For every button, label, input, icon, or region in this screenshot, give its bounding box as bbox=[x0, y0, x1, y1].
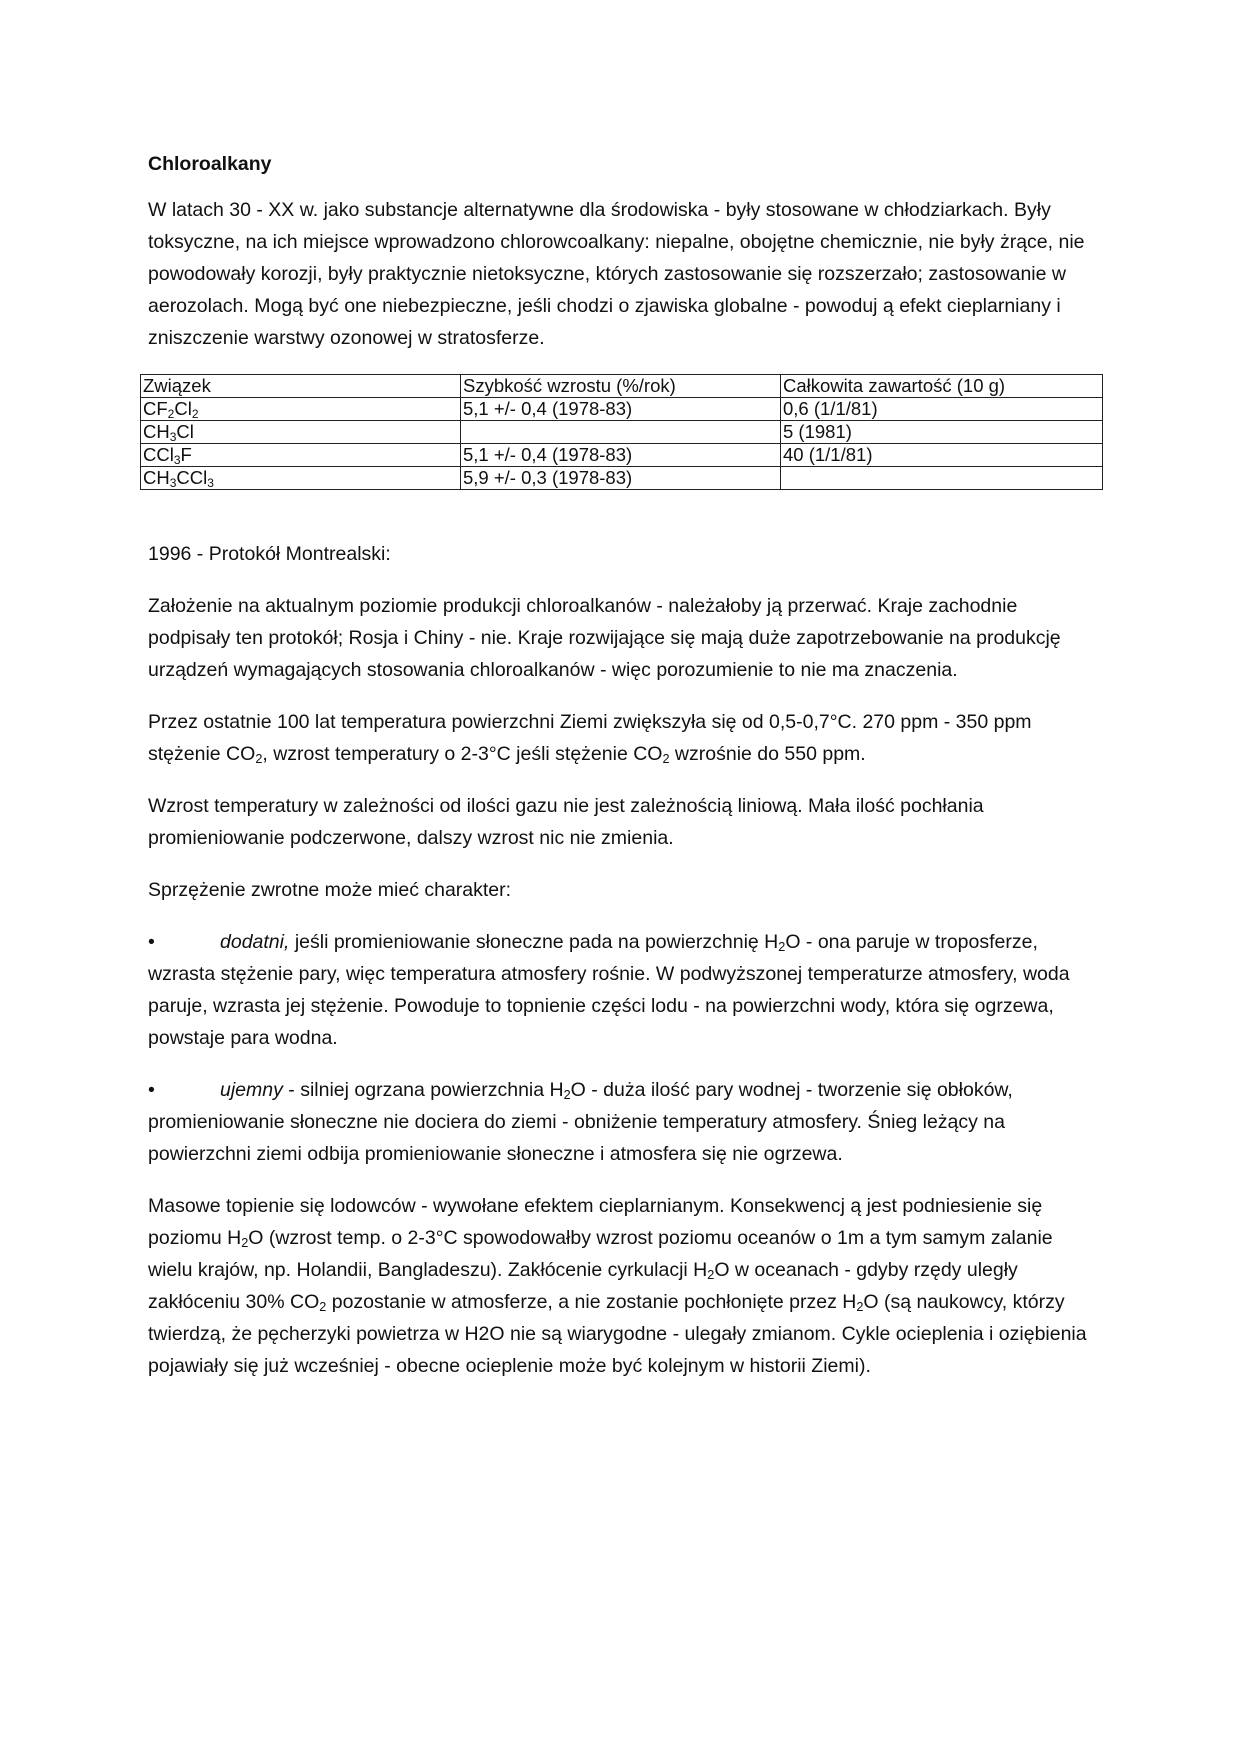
chloroalkanes-table bbox=[140, 374, 1103, 490]
table-row bbox=[141, 421, 1103, 444]
linearity-paragraph: Wzrost temperatury w zależności od ilości gazu nie jest zależnością liniową. Mała ilość pochłania promieniowanie podczerwone, dalszy wzrost nic nie zmienia. bbox=[148, 795, 984, 849]
total-content-cell bbox=[781, 467, 1103, 490]
header-compound: Związek bbox=[141, 375, 461, 398]
intro-paragraph: W latach 30 - XX w. jako substancje alternatywne dla środowiska - były stosowane w chłodziarkach. Były toksyczne, na ich miejsce wprowadzono chlorowcoalkany: niepalne, obojętne chemicznie, nie były żrące, nie powodowały korozji, były praktycznie nietoksyczne, których zastosowanie się rozszerzało; zastosowanie w aerozolach. Mogą być one niebezpieczne, jeśli chodzi o zjawiska globalne - powoduj ą efekt cieplarniany i zniszczenie warstwy ozonowej w stratosferze. bbox=[148, 199, 1085, 349]
temperature-paragraph: Przez ostatnie 100 lat temperatura powierzchni Ziemi zwiększyła się od 0,5-0,7°C. 270 ppm - 350 ppm stężenie $CO_2$, wzrost temperatury o 2-3°C jeśli stężenie $CO_2$ wzrośnie do 550 ppm. bbox=[148, 711, 1032, 767]
feedback-paragraph: Sprzężenie zwrotne może mieć charakter: bbox=[148, 879, 512, 901]
compound-cell: CCl$_3$F bbox=[141, 444, 461, 467]
growth-rate-cell bbox=[461, 421, 781, 444]
table-row bbox=[141, 398, 1103, 421]
growth-rate-cell: 5,1 +/- 0,4 (1978-83) bbox=[461, 398, 781, 421]
total-content-cell: 5 (1981) bbox=[781, 421, 1103, 444]
glaciers-paragraph: Masowe topienie się lodowców - wywołane efektem cieplarnianym. Konsekwencj ą jest podniesienie się poziomu $H_2O$ (wzrost temp. o 2-3°C spowodowałby wzrost poziomu oceanów o 1m a tym samym zalanie wielu krajów, np. Holandii, Bangladeszu). Zakłócenie cyrkulacji $H_2O$ w oceanach - gdyby rzędy uległy zakłóceniu 30% $CO_2$ pozostanie w atmosferze, a nie zostanie pochłonięte przez $H_2O$ (są naukowcy, którzy twierdzą, że pęcherzyki powietrza w H2O nie są wiarygodne - ulegały zmianom. Cykle ocieplenia i oziębienia pojawiały się już wcześniej - obecne ocieplenie może być kolejnym w historii Ziemi). bbox=[148, 1195, 1087, 1377]
total-content-cell: 40 (1/1/81) bbox=[781, 444, 1103, 467]
document-title: Chloroalkany bbox=[148, 153, 272, 175]
header-growth-rate: Szybkość wzrostu (%/rok) bbox=[461, 375, 781, 398]
compound-cell: $CH_3CCl_3$ bbox=[141, 467, 461, 490]
protocol-heading: 1996 - Protokół Montrealski: bbox=[148, 543, 391, 565]
table-row bbox=[141, 467, 1103, 490]
growth-rate-cell: 5,1 +/- 0,4 (1978-83) bbox=[461, 444, 781, 467]
bullet-icon: • bbox=[148, 931, 155, 953]
protocol-paragraph: Założenie na aktualnym poziomie produkcji chloroalkanów - należałoby ją przerwać. Kraje zachodnie podpisały ten protokół; Rosja i Chiny - nie. Kraje rozwijające się mają duże zapotrzebowanie na produkcję urządzeń wymagających stosowania chloroalkanów - więc porozumienie to nie ma znaczenia. bbox=[148, 595, 1061, 681]
table-header-row bbox=[141, 375, 1103, 398]
header-total-content: Całkowita zawartość (10 g) bbox=[781, 375, 1103, 398]
document-body bbox=[143, 148, 1098, 1402]
growth-rate-cell: 5,9 +/- 0,3 (1978-83) bbox=[461, 467, 781, 490]
bullet-icon: • bbox=[148, 1079, 155, 1101]
compound-cell: $CF_2Cl_2$ bbox=[141, 398, 461, 421]
table-row bbox=[141, 444, 1103, 467]
total-content-cell: 0,6 (1/1/81) bbox=[781, 398, 1103, 421]
bullet-negative: • ujemny - silniej ogrzana powierzchnia $H_2O$ - duża ilość pary wodnej - tworzenie się obłoków, promieniowanie słoneczne nie dociera do ziemi - obniżenie temperatury atmosfery. Śnieg leżący na powierzchni ziemi odbija promieniowanie słoneczne i atmosfera się nie ogrzewa. bbox=[148, 1074, 1098, 1170]
bullet-positive: • dodatni, jeśli promieniowanie słoneczne pada na powierzchnię $H_2O$ - ona paruje w troposferze, wzrasta stężenie pary, więc temperatura atmosfery rośnie. W podwyższonej temperaturze atmosfery, woda paruje, wzrasta jej stężenie. Powoduje to topnienie części lodu - na powierzchni wody, która się ogrzewa, powstaje para wodna. bbox=[148, 926, 1098, 1054]
compound-cell: $CH_3Cl$ bbox=[141, 421, 461, 444]
